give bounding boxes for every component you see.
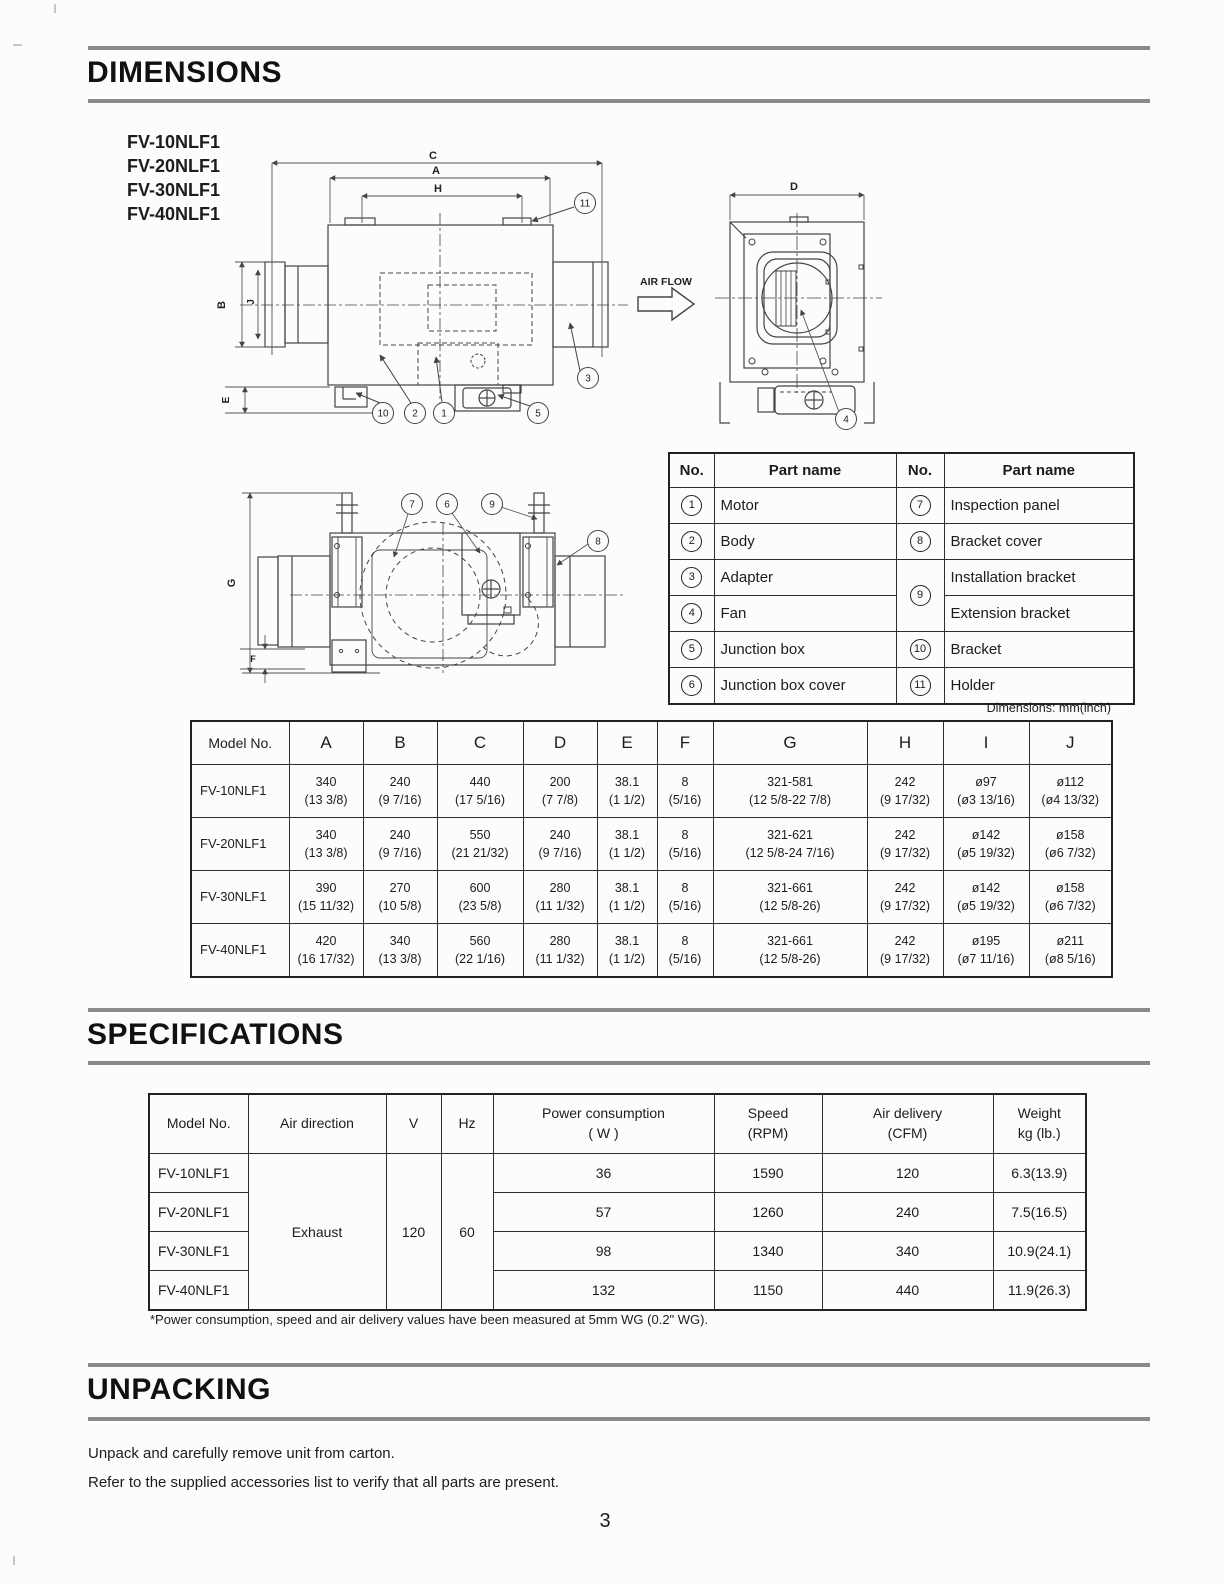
parts-row (669, 668, 1134, 705)
dim-cell: 270 (10 5/8) (363, 871, 437, 924)
weight-cell: 6.3(13.9) (993, 1154, 1086, 1193)
power-cell: 98 (493, 1232, 714, 1271)
part-no-cell (669, 524, 714, 560)
part-no-cell (669, 668, 714, 705)
callout-8: 8 (595, 536, 601, 548)
dim-cell: ø97 (ø3 13/16) (943, 765, 1029, 818)
power-cell: 36 (493, 1154, 714, 1193)
callouts-side-view (356, 193, 599, 424)
parts-row (669, 524, 1134, 560)
delivery-cell: 340 (822, 1232, 993, 1271)
model-cell: FV-20NLF1 (191, 818, 289, 871)
dim-cell: ø142 (ø5 19/32) (943, 871, 1029, 924)
dim-label-h: H (434, 183, 442, 195)
model-cell: FV-40NLF1 (149, 1271, 248, 1311)
parts-table (668, 452, 1135, 705)
dim-cell: 560 (22 1/16) (437, 924, 523, 978)
dim-cell: 8 (5/16) (657, 818, 713, 871)
dim-cell: 242 (9 17/32) (867, 765, 943, 818)
part-no-cell (896, 668, 944, 705)
drawing-front-view (715, 213, 882, 423)
dim-cell: 200 (7 7/8) (523, 765, 597, 818)
speed-cell: 1150 (714, 1271, 822, 1311)
page-title-unpacking: UNPACKING (87, 1373, 271, 1406)
delivery-cell: 120 (822, 1154, 993, 1193)
crop-mark (13, 1556, 15, 1565)
callout-3: 3 (585, 373, 591, 385)
part-no-cell (896, 524, 944, 560)
col-header: D (523, 721, 597, 765)
page-title-dimensions: DIMENSIONS (87, 56, 283, 89)
part-number-badge: 4 (681, 603, 702, 624)
dim-cell: 240 (9 7/16) (523, 818, 597, 871)
dimensions-row (191, 818, 1112, 871)
dim-cell: 340 (13 3/8) (289, 818, 363, 871)
dim-cell: ø142 (ø5 19/32) (943, 818, 1029, 871)
units-note: Dimensions: mm(inch) (986, 701, 1111, 715)
parts-header-name: Part name (714, 453, 896, 488)
parts-header-name: Part name (944, 453, 1134, 488)
power-cell: 57 (493, 1193, 714, 1232)
dim-label-d: D (790, 181, 798, 193)
model-cell: FV-30NLF1 (149, 1232, 248, 1271)
frequency-cell: 60 (441, 1154, 493, 1311)
dim-cell: 390 (15 11/32) (289, 871, 363, 924)
col-header: V (386, 1094, 441, 1154)
part-number-badge: 5 (681, 639, 702, 660)
part-no-cell (669, 560, 714, 596)
col-header: Power consumption ( W ) (493, 1094, 714, 1154)
part-no-cell (896, 488, 944, 524)
part-name-cell: Holder (944, 668, 1134, 705)
dim-cell: 600 (23 5/8) (437, 871, 523, 924)
dim-cell: 8 (5/16) (657, 765, 713, 818)
dim-cell: ø158 (ø6 7/32) (1029, 818, 1112, 871)
part-name-cell: Motor (714, 488, 896, 524)
col-header: C (437, 721, 523, 765)
part-name-cell: Extension bracket (944, 596, 1134, 632)
col-header: Model No. (149, 1094, 248, 1154)
section-rule (88, 1417, 1150, 1421)
model-list-item: FV-20NLF1 (127, 156, 221, 176)
parts-header-no: No. (669, 453, 714, 488)
dim-cell: 420 (16 17/32) (289, 924, 363, 978)
dim-cell: 8 (5/16) (657, 871, 713, 924)
col-header: Speed (RPM) (714, 1094, 822, 1154)
model-cell: FV-30NLF1 (191, 871, 289, 924)
dim-cell: 242 (9 17/32) (867, 871, 943, 924)
part-number-badge: 8 (910, 531, 931, 552)
dim-cell: 38.1 (1 1/2) (597, 818, 657, 871)
part-name-cell: Bracket cover (944, 524, 1134, 560)
weight-cell: 10.9(24.1) (993, 1232, 1086, 1271)
model-cell: FV-10NLF1 (191, 765, 289, 818)
crop-mark (13, 44, 22, 46)
dim-cell: 240 (9 7/16) (363, 818, 437, 871)
callout-5: 5 (535, 408, 541, 420)
drawing-rear-view (258, 493, 625, 673)
dimensions-table (190, 720, 1113, 978)
power-cell: 132 (493, 1271, 714, 1311)
col-header: G (713, 721, 867, 765)
dim-cell: 38.1 (1 1/2) (597, 765, 657, 818)
dimensions-row (191, 924, 1112, 978)
dim-label-f: F (250, 654, 256, 664)
dim-label-c: C (429, 150, 437, 162)
col-header: J (1029, 721, 1112, 765)
dimensions-row (191, 765, 1112, 818)
dim-label-b: B (216, 301, 228, 309)
dim-cell: ø195 (ø7 11/16) (943, 924, 1029, 978)
dim-cell: 340 (13 3/8) (363, 924, 437, 978)
speed-cell: 1590 (714, 1154, 822, 1193)
model-cell: FV-20NLF1 (149, 1193, 248, 1232)
part-number-badge: 7 (910, 495, 931, 516)
dim-cell: ø112 (ø4 13/32) (1029, 765, 1112, 818)
dimensions-header-row (191, 721, 1112, 765)
callout-9: 9 (489, 499, 495, 511)
drawing-side-view (240, 213, 628, 411)
model-cell: FV-40NLF1 (191, 924, 289, 978)
speed-cell: 1340 (714, 1232, 822, 1271)
model-list-item: FV-40NLF1 (127, 204, 221, 224)
col-header: Model No. (191, 721, 289, 765)
dim-cell: 242 (9 17/32) (867, 924, 943, 978)
airflow-arrow (638, 276, 694, 320)
model-list-item: FV-30NLF1 (127, 180, 221, 200)
page-title-specifications: SPECIFICATIONS (87, 1018, 344, 1051)
section-rule (88, 1061, 1150, 1065)
col-header: Hz (441, 1094, 493, 1154)
dim-label-g: G (226, 578, 238, 588)
dim-cell: 321-661 (12 5/8-26) (713, 924, 867, 978)
dim-cell: 440 (17 5/16) (437, 765, 523, 818)
weight-cell: 11.9(26.3) (993, 1271, 1086, 1311)
part-no-cell (669, 488, 714, 524)
dim-cell: 240 (9 7/16) (363, 765, 437, 818)
crop-mark (54, 4, 56, 13)
dimensions-row (191, 871, 1112, 924)
dim-cell: 280 (11 1/32) (523, 871, 597, 924)
callout-2: 2 (412, 408, 418, 420)
part-no-cell (896, 632, 944, 668)
part-number-badge: 10 (910, 639, 931, 660)
dim-cell: 242 (9 17/32) (867, 818, 943, 871)
unpacking-instruction: Unpack and carefully remove unit from carton. (88, 1445, 395, 1462)
dim-cell: 280 (11 1/32) (523, 924, 597, 978)
delivery-cell: 440 (822, 1271, 993, 1311)
speed-cell: 1260 (714, 1193, 822, 1232)
callout-6: 6 (444, 499, 450, 511)
specifications-table (148, 1093, 1087, 1311)
dim-label-j: J (246, 299, 257, 305)
dim-label-a: A (432, 165, 440, 177)
part-no-cell (669, 596, 714, 632)
callout-10: 10 (377, 408, 389, 420)
part-name-cell: Bracket (944, 632, 1134, 668)
part-name-cell: Adapter (714, 560, 896, 596)
col-header: Air direction (248, 1094, 386, 1154)
model-cell: FV-10NLF1 (149, 1154, 248, 1193)
section-rule (88, 1008, 1150, 1012)
dim-cell: 8 (5/16) (657, 924, 713, 978)
parts-row (669, 632, 1134, 668)
part-name-cell: Body (714, 524, 896, 560)
part-name-cell: Junction box (714, 632, 896, 668)
parts-row (669, 560, 1134, 596)
delivery-cell: 240 (822, 1193, 993, 1232)
dim-cell: 340 (13 3/8) (289, 765, 363, 818)
model-list-item: FV-10NLF1 (127, 132, 221, 152)
dim-cell: 321-581 (12 5/8-22 7/8) (713, 765, 867, 818)
callout-11: 11 (579, 198, 591, 210)
part-name-cell: Fan (714, 596, 896, 632)
part-number-badge: 11 (910, 675, 931, 696)
air-direction-cell: Exhaust (248, 1154, 386, 1311)
part-no-cell (669, 632, 714, 668)
col-header: E (597, 721, 657, 765)
part-name-cell: Inspection panel (944, 488, 1134, 524)
col-header: Air delivery (CFM) (822, 1094, 993, 1154)
col-header: F (657, 721, 713, 765)
part-name-cell: Installation bracket (944, 560, 1134, 596)
callout-4: 4 (843, 414, 849, 426)
parts-row (669, 488, 1134, 524)
col-header: I (943, 721, 1029, 765)
col-header: H (867, 721, 943, 765)
part-number-badge: 1 (681, 495, 702, 516)
drawing-side-view-dimensions (225, 163, 602, 413)
part-name-cell: Junction box cover (714, 668, 896, 705)
part-number-badge: 9 (910, 585, 931, 606)
dim-label-e: E (221, 396, 232, 404)
dim-cell: 321-621 (12 5/8-24 7/16) (713, 818, 867, 871)
section-rule (88, 99, 1150, 103)
weight-cell: 7.5(16.5) (993, 1193, 1086, 1232)
spec-header-row (149, 1094, 1086, 1154)
dim-cell: 550 (21 21/32) (437, 818, 523, 871)
callout-1: 1 (441, 408, 447, 420)
part-number-badge: 2 (681, 531, 702, 552)
unpacking-instruction: Refer to the supplied accessories list to verify that all parts are present. (88, 1474, 560, 1491)
page-number: 3 (599, 1510, 611, 1532)
parts-header-no: No. (896, 453, 944, 488)
col-header: B (363, 721, 437, 765)
voltage-cell: 120 (386, 1154, 441, 1311)
part-no-cell (896, 560, 944, 632)
dim-cell: 38.1 (1 1/2) (597, 871, 657, 924)
spec-footnote: *Power consumption, speed and air delivery values have been measured at 5mm WG (0.2" WG). (150, 1312, 709, 1327)
spec-row (149, 1154, 1086, 1193)
part-number-badge: 3 (681, 567, 702, 588)
dim-cell: 38.1 (1 1/2) (597, 924, 657, 978)
dim-cell: ø158 (ø6 7/32) (1029, 871, 1112, 924)
airflow-label: AIR FLOW (640, 276, 692, 288)
section-rule (88, 1363, 1150, 1367)
dim-cell: 321-661 (12 5/8-26) (713, 871, 867, 924)
col-header: Weight kg (lb.) (993, 1094, 1086, 1154)
callout-7: 7 (409, 499, 415, 511)
section-rule (88, 46, 1150, 50)
col-header: A (289, 721, 363, 765)
part-number-badge: 6 (681, 675, 702, 696)
dim-cell: ø211 (ø8 5/16) (1029, 924, 1112, 978)
